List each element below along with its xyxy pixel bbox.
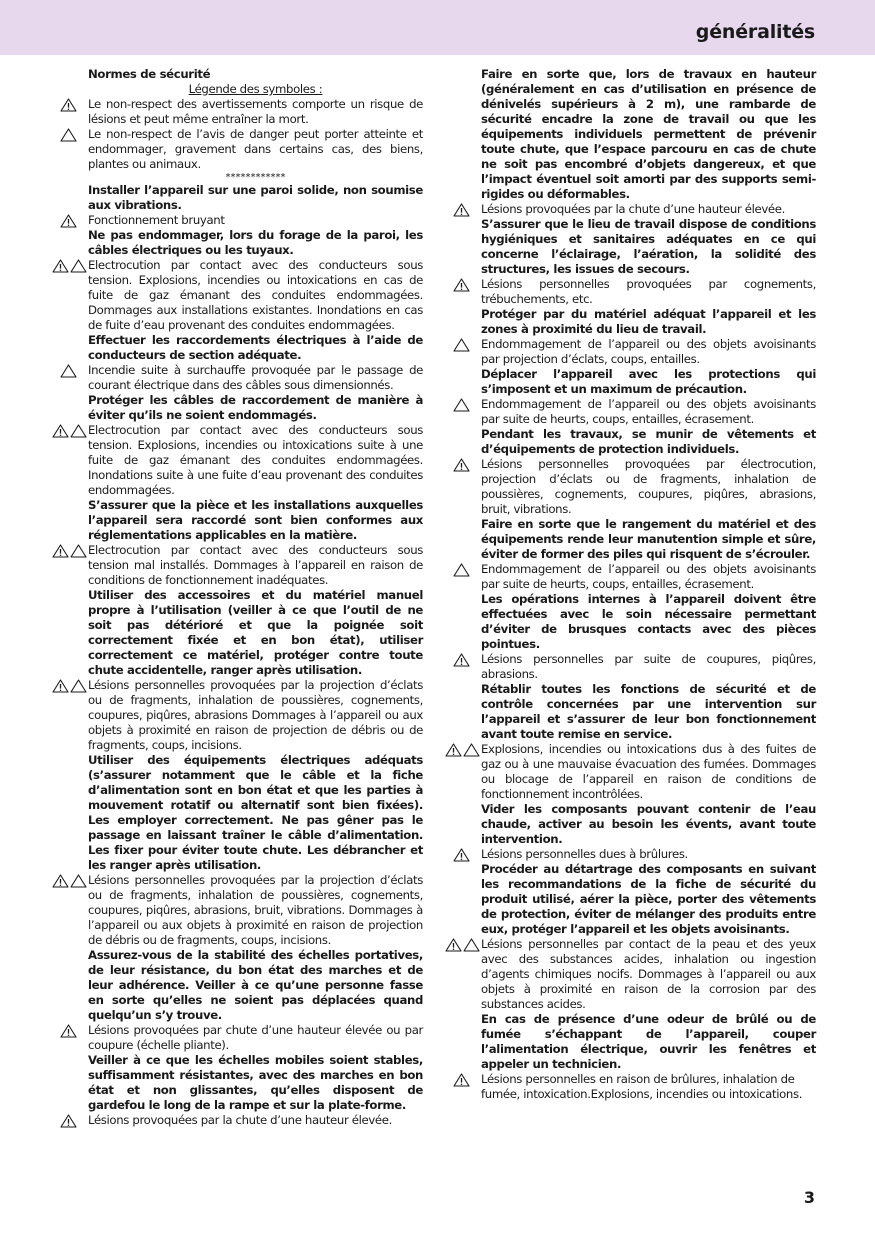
safety-instruction [481,67,816,202]
symbols-legend-heading [88,82,423,97]
warning-symbols [453,398,470,412]
paragraph-text: Lésions personnelles provoquées par la projection d’éclats ou de fragments, inhalation de poussières, cognements, coupures, piqûres, abrasions Dommages à l’appareil ou aux objets à proximité en raison de projection de débris ou de fragments, coups, incisions. [88,678,423,752]
warning-symbols [453,848,470,862]
warning-symbols [60,214,77,228]
paragraph-text: Lésions provoquées par la chute d’une hauteur élevée. [481,202,785,216]
warning-symbols [453,563,470,577]
danger-warning-icon [52,544,69,558]
hazard-description [481,397,816,427]
attention-triangle-icon [453,338,470,352]
hazard-description [481,847,816,862]
paragraph-text: Rétablir toutes les fonctions de sécurité et de contrôle concernées par une intervention sur l’appareil et s’assurer de leur bon fonctionnement avant toute remise en service. [481,682,816,741]
attention-triangle-icon [70,679,87,693]
paragraph-text: Lésions personnelles provoquées par cognements, trébuchements, etc. [481,277,816,306]
paragraph-text: Endommagement de l’appareil ou des objets avoisinants par suite de heurts, coups, entailles, écrasement. [481,562,816,591]
paragraph-text: Assurez-vous de la stabilité des échelles portatives, de leur résistance, du bon état des marches et de leur adhérence. Veiller à ce qu’une personne fasse en sorte qu’elles ne soient pas déplacées quand quelqu’un s’y trouve. [88,948,423,1022]
danger-warning-icon [52,424,69,438]
page-header [0,0,875,55]
paragraph-text: Pendant les travaux, se munir de vêtements et d’équipements de protection individuels. [481,427,816,456]
paragraph-text: Lésions personnelles par contact de la peau et des yeux avec des substances acides, inhalation ou ingestion d’agents chimiques nocifs. Dommages à l’appareil ou aux objets à proximité en raison de la corrosion par des substances acides. [481,937,816,1011]
hazard-description [88,543,423,588]
paragraph-text: Ne pas endommager, lors du forage de la paroi, les câbles électriques ou les tuyaux. [88,228,423,257]
paragraph-text: Faire en sorte que le rangement du matériel et des équipements rende leur manutention simple et sûre, éviter de former des piles qui risquent de s’écrouler. [481,517,816,561]
danger-warning-icon [60,1114,77,1128]
warning-symbols [60,1114,77,1128]
warning-symbols [60,1024,77,1038]
paragraph-text: Normes de sécurité [88,67,211,81]
paragraph-text: Veiller à ce que les échelles mobiles soient stables, suffisamment résistantes, avec des marches en bon état et non glissantes, qu’elles disposent de gardefou le long de la rampe et sur la plate-forme. [88,1053,423,1112]
safety-instruction [88,588,423,678]
safety-instruction [88,183,423,213]
hazard-description [88,127,423,172]
attention-triangle-icon [70,424,87,438]
safety-instruction [481,217,816,277]
warning-symbols [453,458,470,472]
hazard-description [88,1113,423,1128]
danger-warning-icon [52,259,69,273]
danger-warning-icon [445,938,462,952]
paragraph-text: Fonctionnement bruyant [88,213,225,227]
section-heading [88,67,423,82]
paragraph-text: Electrocution par contact avec des conducteurs sous tension. Explosions, incendies ou intoxications suite à une fuite de gaz émanant des conduites endommagées. Inondations suite à une fuite d’eau provenant des conduites endommagées. [88,423,423,497]
paragraph-text: Installer l’appareil sur une paroi solide, non soumise aux vibrations. [88,183,423,212]
safety-instruction [481,307,816,337]
safety-instruction [481,592,816,652]
warning-symbols [453,203,470,217]
paragraph-text: Procéder au détartrage des composants en suivant les recommandations de la fiche de sécurité du produit utilisé, aérer la pièce, porter des vêtements de protection, éviter de mélanger des produits entre eux, protéger l’appareil et les objets avoisinants. [481,862,816,936]
paragraph-text: Incendie suite à surchauffe provoquée par le passage de courant électrique dans des câbles sous dimensionnés. [88,363,423,392]
warning-symbols [445,938,480,952]
attention-triangle-icon [70,259,87,273]
paragraph-text: Electrocution par contact avec des conducteurs sous tension. Explosions, incendies ou intoxications en cas de fuite de gaz émanant des conduites endommagées. Dommages aux installations existantes. Inondations en cas de fuite d’eau provenant des conduites endommagées. [88,258,423,332]
warning-symbols [445,743,480,757]
attention-triangle-icon [70,874,87,888]
safety-instruction [481,1012,816,1072]
hazard-description [481,337,816,367]
safety-instruction [88,1053,423,1113]
safety-instruction [481,427,816,457]
hazard-description [88,423,423,498]
danger-warning-icon [52,679,69,693]
hazard-description [481,562,816,592]
safety-instruction [88,333,423,363]
safety-instruction [481,517,816,562]
paragraph-text: Le non-respect des avertissements comporte un risque de lésions et peut même entraîner la mort. [88,97,423,126]
warning-symbols [52,679,87,693]
right-column [481,67,816,1102]
attention-triangle-icon [463,743,480,757]
hazard-description [88,363,423,393]
warning-symbols [52,259,87,273]
page-number: 3 [803,1188,815,1207]
attention-triangle-icon [70,544,87,558]
danger-warning-icon [60,214,77,228]
safety-instruction [481,802,816,847]
warning-symbols [52,544,87,558]
paragraph-text: Lésions personnelles par suite de coupures, piqûres, abrasions. [481,652,816,681]
paragraph-text: Explosions, incendies ou intoxications dus à des fuites de gaz ou à une mauvaise évacuation des fumées. Dommages ou blocage de l’appareil en raison de conditions de fonctionnement incontrôlées. [481,742,816,801]
paragraph-text: Les opérations internes à l’appareil doivent être effectuées avec le soin nécessaire permettant d’éviter de brusques contacts avec des pièces pointues. [481,592,816,651]
paragraph-text: S’assurer que la pièce et les installations auxquelles l’appareil sera raccordé sont bien conformes aux réglementations applicables en la matière. [88,498,423,542]
paragraph-text: Endommagement de l’appareil ou des objets avoisinants par suite de heurts, coups, entailles, écrasement. [481,397,816,426]
paragraph-text: Lésions personnelles en raison de brûlures, inhalation de fumée, intoxication.Explosions, incendies ou intoxications. [481,1072,803,1101]
hazard-description [481,277,816,307]
warning-symbols [60,364,77,378]
paragraph-text: Lésions provoquées par chute d’une hauteur élevée ou par coupure (échelle pliante). [88,1023,423,1052]
paragraph-text: Protéger par du matériel adéquat l’appareil et les zones à proximité du lieu de travail. [481,307,816,336]
hazard-description [88,1023,423,1053]
separator-stars [88,172,423,183]
danger-warning-icon [60,1024,77,1038]
paragraph-text: Faire en sorte que, lors de travaux en hauteur (généralement en cas d’utilisation en présence de dénivelés supérieurs à 2 m), une rambarde de sécurité encadre la zone de travail ou que les équipements individuels permettent de prévenir toute chute, que l’espace parcouru en cas de chute ne soit pas encombré d’objets dangereux, et que l’impact éventuel soit amorti par des supports semi-rigides ou déformables. [481,67,816,201]
warning-symbols [453,1073,470,1087]
paragraph-text: ************ [225,172,286,183]
paragraph-text: Effectuer les raccordements électriques à l’aide de conducteurs de section adéquate. [88,333,423,362]
hazard-description [481,1072,816,1102]
attention-triangle-icon [60,364,77,378]
hazard-description [481,202,816,217]
attention-triangle-icon [463,938,480,952]
hazard-description [88,97,423,127]
paragraph-text: Le non-respect de l’avis de danger peut porter atteinte et endommager, gravement dans certains cas, des biens, plantes ou animaux. [88,127,423,171]
safety-instruction [88,498,423,543]
paragraph-text: En cas de présence d’une odeur de brûlé ou de fumée s’échappant de l’appareil, couper l’alimentation électrique, ouvrir les fenêtres et appeler un technicien. [481,1012,816,1071]
paragraph-text: Lésions personnelles dues à brûlures. [481,847,688,861]
paragraph-text: S’assurer que le lieu de travail dispose de conditions hygiéniques et sanitaires adéquates en ce qui concerne l’éclairage, l’aération, la solidité des structures, les issues de secours. [481,217,816,276]
hazard-description [481,937,816,1012]
paragraph-text: Endommagement de l’appareil ou des objets avoisinants par projection d’éclats, coups, entailles. [481,337,816,366]
paragraph-text: Légende des symboles : [188,82,323,96]
paragraph-text: Lésions personnelles provoquées par électrocution, projection d’éclats ou de fragments, inhalation de poussières, cognements, coupures, piqûres, abrasions, bruit, vibrations. [481,457,816,516]
hazard-description [88,258,423,333]
hazard-description [88,678,423,753]
paragraph-text: Protéger les câbles de raccordement de manière à éviter qu’ils ne soient endommagés. [88,393,423,422]
paragraph-text: Déplacer l’appareil avec les protections qui s’imposent et un maximum de précaution. [481,367,816,396]
danger-warning-icon [445,743,462,757]
hazard-description [88,873,423,948]
warning-symbols [453,278,470,292]
safety-instruction [481,682,816,742]
warning-symbols [453,653,470,667]
warning-symbols [52,874,87,888]
warning-symbols [60,128,77,142]
safety-instruction [88,228,423,258]
paragraph-text: Lésions personnelles provoquées par la projection d’éclats ou de fragments, inhalation de poussières, cognements, coupures, piqûres, abrasions, bruit, vibrations. Dommages à l’appareil ou aux objets à proximité en raison de projection de débris ou de fragments, coups, incisions. [88,873,423,947]
hazard-description [481,652,816,682]
left-column [88,67,423,1128]
danger-warning-icon [453,458,470,472]
attention-triangle-icon [453,563,470,577]
danger-warning-icon [453,278,470,292]
safety-instruction [481,862,816,937]
danger-warning-icon [453,1073,470,1087]
attention-triangle-icon [453,398,470,412]
attention-triangle-icon [60,128,77,142]
hazard-description [88,213,423,228]
danger-warning-icon [52,874,69,888]
warning-symbols [453,338,470,352]
paragraph-text: Utiliser des accessoires et du matériel manuel propre à l’utilisation (veiller à ce que l’outil de ne soit pas détérioré et que la poignée soit correctement fixée et en bon état), utiliser correctement ce matériel, protéger contre toute chute accidentelle, ranger après utilisation. [88,588,423,677]
danger-warning-icon [453,203,470,217]
safety-instruction [481,367,816,397]
hazard-description [481,457,816,517]
paragraph-text: Utiliser des équipements électriques adéquats (s’assurer notamment que le câble et la fiche d’alimentation sont en bon état et que les parties à mouvement rotatif ou alternatif sont bien fixées). Les employer correctement. Ne pas gêner pas le passage en laissant traîner le câble d’alimentation. Les fixer pour éviter toute chute. Les débrancher et les ranger après utilisation. [88,753,423,872]
paragraph-text: Vider les composants pouvant contenir de l’eau chaude, activer au besoin les évents, avant toute intervention. [481,802,816,846]
paragraph-text: Electrocution par contact avec des conducteurs sous tension mal installés. Dommages à l’appareil en raison de conditions de fonctionnement inadéquates. [88,543,423,587]
danger-warning-icon [60,98,77,112]
hazard-description [481,742,816,802]
safety-instruction [88,393,423,423]
danger-warning-icon [453,848,470,862]
danger-warning-icon [453,653,470,667]
paragraph-text: Lésions provoquées par la chute d’une hauteur élevée. [88,1113,392,1127]
warning-symbols [52,424,87,438]
warning-symbols [60,98,77,112]
section-title: généralités [695,21,815,43]
safety-instruction [88,753,423,873]
safety-instruction [88,948,423,1023]
